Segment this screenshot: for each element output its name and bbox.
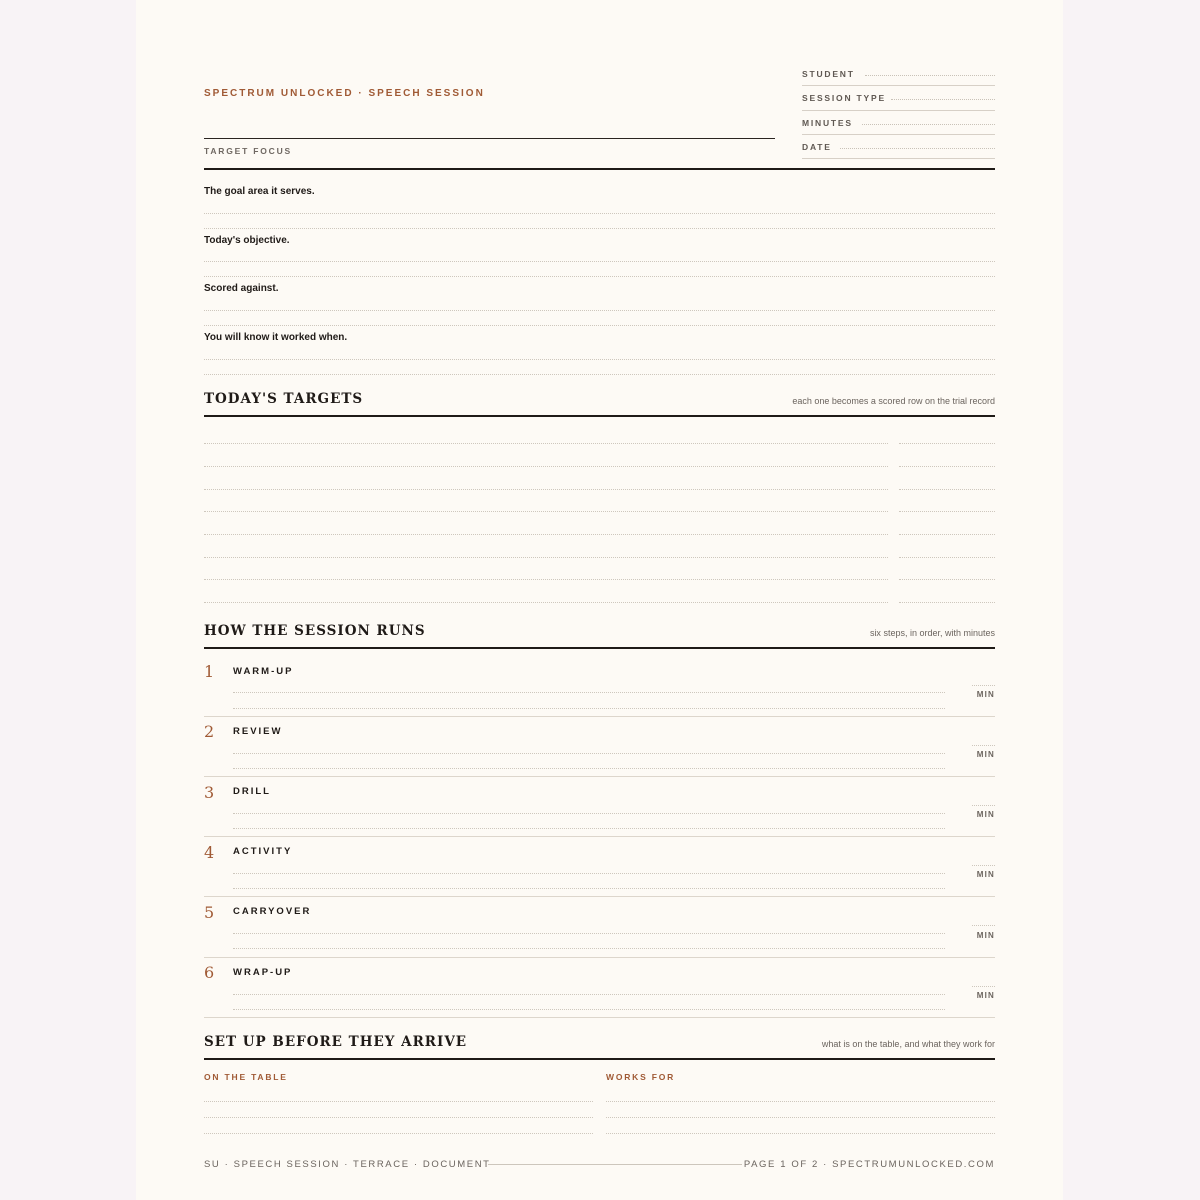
- target-score-line[interactable]: [899, 489, 995, 490]
- goal-area-line[interactable]: [204, 213, 995, 214]
- step-label: ACTIVITY: [233, 846, 293, 857]
- step-divider: [204, 836, 995, 837]
- step-notes-line[interactable]: [233, 994, 945, 995]
- target-focus-label: TARGET FOCUS: [204, 146, 293, 156]
- setup-title: SET UP BEFORE THEY ARRIVE: [204, 1034, 468, 1050]
- step-notes-line[interactable]: [233, 753, 945, 754]
- student-line[interactable]: [865, 75, 995, 76]
- date-field[interactable]: [802, 135, 995, 159]
- step-number: 4: [204, 843, 215, 862]
- step-number: 6: [204, 963, 215, 982]
- step-label: DRILL: [233, 786, 271, 797]
- targets-note: each one becomes a scored row on the trial record: [792, 396, 995, 406]
- focus-divider: [204, 168, 995, 170]
- objective-label: Today's objective.: [204, 235, 290, 246]
- step-minutes-line[interactable]: [972, 925, 995, 926]
- step-notes-line[interactable]: [233, 933, 945, 934]
- scored-against-label: Scored against.: [204, 283, 279, 294]
- student-field[interactable]: [802, 62, 995, 86]
- target-score-line[interactable]: [899, 511, 995, 512]
- date-line[interactable]: [840, 148, 995, 149]
- date-label: DATE: [802, 141, 832, 152]
- step-number: 1: [204, 662, 215, 681]
- footer-rule: [488, 1164, 742, 1165]
- target-score-line[interactable]: [899, 466, 995, 467]
- footer-page-label: PAGE 1 OF 2 · SPECTRUMUNLOCKED.COM: [743, 1159, 995, 1170]
- worked-when-label: You will know it worked when.: [204, 332, 348, 343]
- target-score-line[interactable]: [899, 557, 995, 558]
- scored-against-line[interactable]: [204, 310, 995, 311]
- on-the-table-label: ON THE TABLE: [204, 1072, 288, 1082]
- step-minutes-line[interactable]: [972, 745, 995, 746]
- session-type-label: SESSION TYPE: [802, 93, 886, 104]
- works-for-label: WORKS FOR: [606, 1072, 676, 1082]
- target-line[interactable]: [204, 557, 888, 558]
- step-min-label: MIN: [976, 870, 995, 879]
- step-notes-line[interactable]: [233, 873, 945, 874]
- step-notes-line[interactable]: [233, 708, 945, 709]
- targets-title: TODAY'S TARGETS: [204, 391, 364, 407]
- session-meta: [802, 62, 995, 159]
- works-for-line[interactable]: [606, 1133, 995, 1134]
- session-type-field[interactable]: [802, 86, 995, 110]
- step-notes-line[interactable]: [233, 768, 945, 769]
- worksheet-page: [136, 0, 1063, 1200]
- step-divider: [204, 896, 995, 897]
- step-minutes-line[interactable]: [972, 805, 995, 806]
- student-label: STUDENT: [802, 69, 855, 79]
- targets-divider: [204, 415, 995, 417]
- on-the-table-line[interactable]: [204, 1133, 593, 1134]
- works-for-line[interactable]: [606, 1101, 995, 1102]
- step-min-label: MIN: [976, 690, 995, 699]
- target-score-line[interactable]: [899, 534, 995, 535]
- minutes-field[interactable]: [802, 111, 995, 135]
- objective-line-2[interactable]: [204, 276, 995, 277]
- worked-when-line[interactable]: [204, 359, 995, 360]
- step-number: 2: [204, 722, 215, 741]
- scored-against-line-2[interactable]: [204, 325, 995, 326]
- on-the-table-line[interactable]: [204, 1117, 593, 1118]
- setup-note: what is on the table, and what they work for: [821, 1039, 995, 1049]
- minutes-line[interactable]: [862, 124, 995, 125]
- worksheet-content: [204, 0, 995, 1200]
- target-line[interactable]: [204, 443, 888, 444]
- target-line[interactable]: [204, 579, 888, 580]
- works-for-line[interactable]: [606, 1117, 995, 1118]
- goal-area-label: The goal area it serves.: [204, 186, 315, 197]
- minutes-label: MINUTES: [802, 117, 853, 128]
- step-notes-line[interactable]: [233, 1009, 945, 1010]
- step-divider: [204, 716, 995, 717]
- brand-title: SPECTRUM UNLOCKED · SPEECH SESSION: [204, 88, 485, 99]
- step-number: 5: [204, 903, 215, 922]
- step-min-label: MIN: [976, 931, 995, 940]
- target-line[interactable]: [204, 534, 888, 535]
- target-focus-line[interactable]: [204, 138, 775, 139]
- objective-line[interactable]: [204, 261, 995, 262]
- session-type-line[interactable]: [891, 99, 995, 100]
- step-min-label: MIN: [976, 750, 995, 759]
- on-the-table-line[interactable]: [204, 1101, 593, 1102]
- step-label: CARRYOVER: [233, 906, 312, 917]
- target-score-line[interactable]: [899, 443, 995, 444]
- step-divider: [204, 1017, 995, 1018]
- worked-when-line-2[interactable]: [204, 374, 995, 375]
- target-score-line[interactable]: [899, 579, 995, 580]
- step-label: REVIEW: [233, 726, 283, 737]
- footer-doc-label: SU · SPEECH SESSION · TERRACE · DOCUMENT: [204, 1159, 491, 1170]
- session-divider: [204, 647, 995, 649]
- step-notes-line[interactable]: [233, 828, 945, 829]
- step-notes-line[interactable]: [233, 888, 945, 889]
- session-title: HOW THE SESSION RUNS: [204, 623, 426, 639]
- step-notes-line[interactable]: [233, 692, 945, 693]
- target-score-line[interactable]: [899, 602, 995, 603]
- step-divider: [204, 776, 995, 777]
- step-minutes-line[interactable]: [972, 986, 995, 987]
- step-minutes-line[interactable]: [972, 865, 995, 866]
- step-divider: [204, 957, 995, 958]
- target-line[interactable]: [204, 511, 888, 512]
- target-line[interactable]: [204, 489, 888, 490]
- step-min-label: MIN: [976, 991, 995, 1000]
- step-min-label: MIN: [976, 810, 995, 819]
- step-notes-line[interactable]: [233, 813, 945, 814]
- target-line[interactable]: [204, 602, 888, 603]
- step-minutes-line[interactable]: [972, 685, 995, 686]
- setup-divider: [204, 1058, 995, 1060]
- step-notes-line[interactable]: [233, 948, 945, 949]
- step-number: 3: [204, 783, 215, 802]
- session-note: six steps, in order, with minutes: [869, 628, 995, 638]
- target-line[interactable]: [204, 466, 888, 467]
- step-label: WARM-UP: [233, 666, 294, 677]
- goal-area-line-2[interactable]: [204, 228, 995, 229]
- step-label: WRAP-UP: [233, 967, 293, 978]
